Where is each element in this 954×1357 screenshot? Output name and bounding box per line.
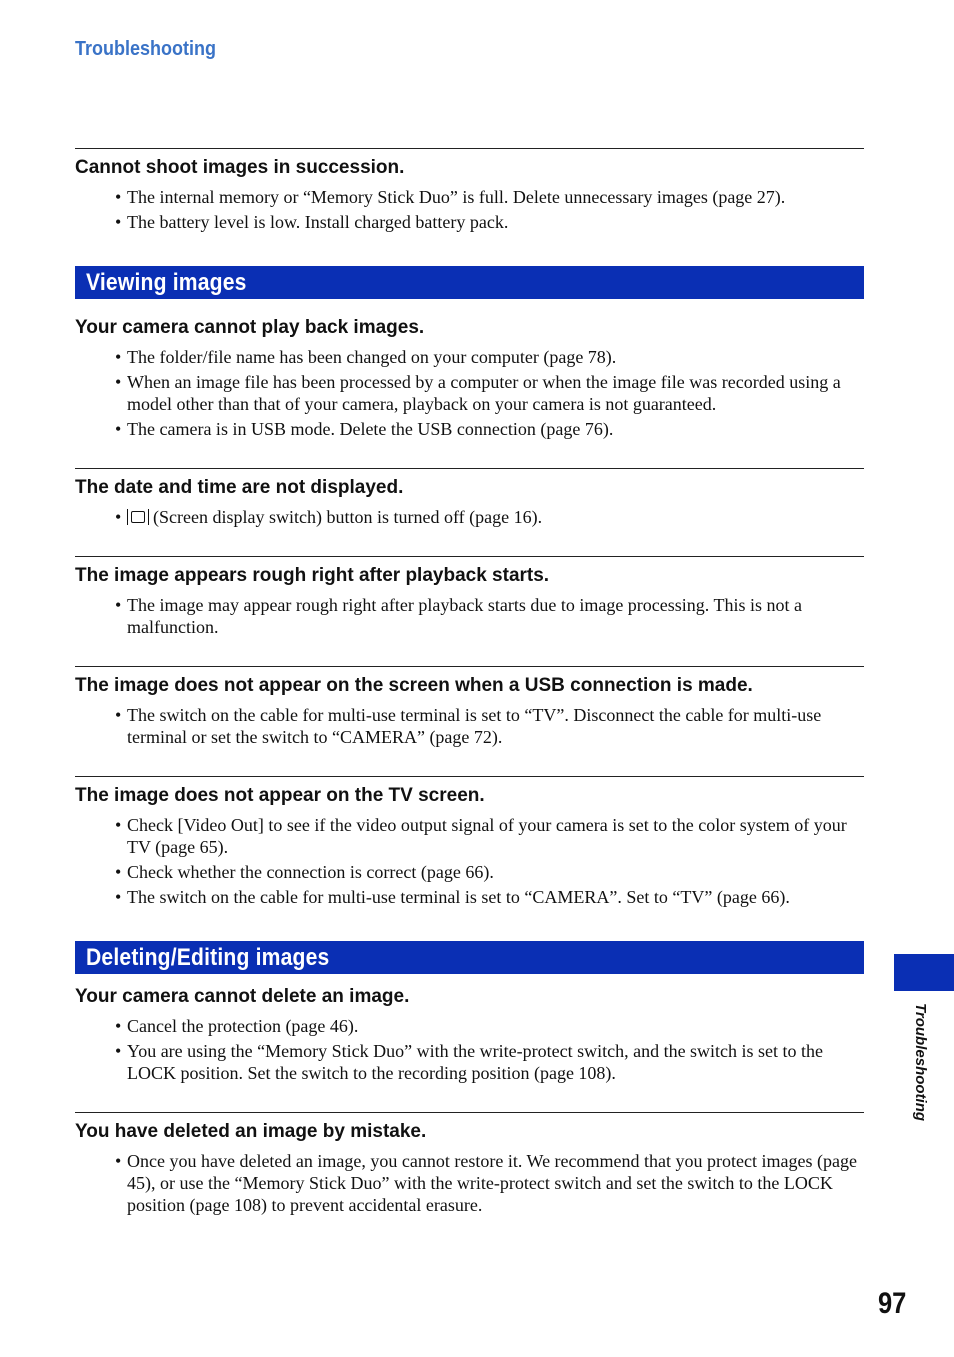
list-item: • When an image file has been processed by a computer or when the image file was recorded using a model other than that of your camera, playback on your camera is not guaranteed. — [127, 371, 864, 415]
bullet-list — [75, 506, 864, 528]
list-item: • The switch on the cable for multi-use terminal is set to “CAMERA”. Set to “TV” (page 66). — [127, 886, 864, 908]
list-item: • Cancel the protection (page 46). — [127, 1015, 864, 1037]
topic-date-time — [75, 468, 864, 528]
list-item-text: (Screen display switch) button is turned off (page 16). — [153, 507, 543, 527]
list-item: • The internal memory or “Memory Stick Duo” is full. Delete unnecessary images (page 27). — [127, 186, 864, 208]
topic-deleted-by-mistake — [75, 1112, 864, 1216]
bullet-list — [75, 186, 864, 233]
list-item — [127, 506, 864, 528]
side-tab-marker — [894, 954, 954, 991]
banner-label: Viewing images — [86, 268, 247, 296]
list-item: • The switch on the cable for multi-use terminal is set to “TV”. Disconnect the cable for multi-use terminal or set the switch to “CAMERA” (page 72). — [127, 704, 864, 748]
page-number: 97 — [878, 1287, 907, 1320]
bullet-list — [75, 1150, 864, 1216]
bullet-list — [75, 814, 864, 908]
topic-title: Cannot shoot images in succession. — [75, 157, 405, 178]
topic-tv-screen — [75, 776, 864, 908]
list-item: • The image may appear rough right after playback starts due to image processing. This is not a malfunction. — [127, 594, 864, 638]
section-banner-deleting — [75, 941, 864, 974]
topic-title: The image appears rough right after playback starts. — [75, 565, 550, 586]
list-item: • Check [Video Out] to see if the video output signal of your camera is set to the color system of your TV (page 65). — [127, 814, 864, 858]
topic-cannot-play — [75, 317, 864, 440]
list-item: • The battery level is low. Install charged battery pack. — [127, 211, 864, 233]
list-item: • You are using the “Memory Stick Duo” with the write-protect switch, and the switch is set to the LOCK position. Set the switch to the recording position (page 108). — [127, 1040, 864, 1084]
topic-cannot-shoot — [75, 148, 864, 233]
list-item: • Once you have deleted an image, you cannot restore it. We recommend that you protect images (page 45), or use the “Memory Stick Duo” with the write-protect switch and set the switch to the LOCK position (page 108) to prevent accidental erasure. — [127, 1150, 864, 1216]
list-item: • Check whether the connection is correct (page 66). — [127, 861, 864, 883]
topic-title: The image does not appear on the TV screen. — [75, 785, 485, 806]
topic-title: Your camera cannot play back images. — [75, 317, 425, 338]
section-header: Troubleshooting — [75, 38, 216, 60]
bullet-list — [75, 594, 864, 638]
bullet-list — [75, 1015, 864, 1084]
topic-title: You have deleted an image by mistake. — [75, 1121, 427, 1142]
topic-title: Your camera cannot delete an image. — [75, 986, 410, 1007]
content — [75, 148, 864, 1219]
topic-title: The date and time are not displayed. — [75, 477, 404, 498]
banner-label: Deleting/Editing images — [86, 943, 330, 971]
list-item: • The camera is in USB mode. Delete the USB connection (page 76). — [127, 418, 864, 440]
topic-usb-connection — [75, 666, 864, 748]
topic-rough-image — [75, 556, 864, 638]
bullet-list — [75, 346, 864, 440]
section-banner-viewing — [75, 266, 864, 299]
list-item: • The folder/file name has been changed on your computer (page 78). — [127, 346, 864, 368]
screen-display-switch-icon — [127, 509, 149, 525]
bullet-list — [75, 704, 864, 748]
topic-title: The image does not appear on the screen when a USB connection is made. — [75, 675, 753, 696]
side-tab-label: Troubleshooting — [912, 1003, 929, 1122]
topic-cannot-delete — [75, 986, 864, 1084]
